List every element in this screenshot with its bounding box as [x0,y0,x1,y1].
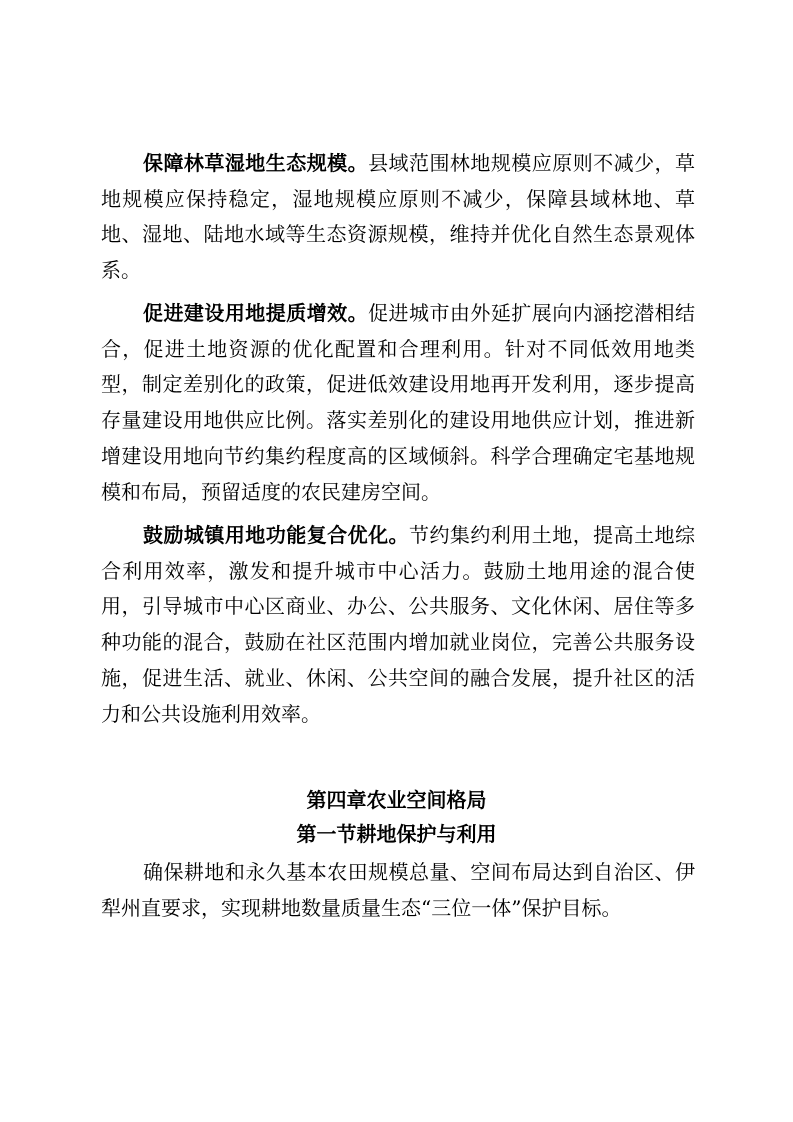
paragraph-lead: 保障林草湿地生态规模。 [143,151,369,175]
chapter-title: 第四章农业空间格局 [306,788,487,812]
paragraph-lead: 促进建设用地提质增效。 [143,301,369,325]
paragraph-body: 促进城市由外延扩展向内涵挖潜相结合，促进土地资源的优化配置和合理利用。针对不同低效用地类型，制定差别化的政策，促进低效建设用地再开发利用，逐步提高存量建设用地供应比例。落实差别化的建设用地供应计划，推进新增建设用地向节约集约程度高的区域倾斜。科学合理确定宅基地规模和布局，预留适度的农民建房空间。 [101,301,696,504]
paragraph-urban-land-function [101,518,695,732]
section-title: 第一节耕地保护与利用 [296,822,497,846]
paragraph-forest-grass-wetland [101,146,695,289]
closing-paragraph: 确保耕地和永久基本农田规模总量、空间布局达到自治区、伊犁州直要求，实现耕地数量质量生态“三位一体”保护目标。 [101,860,695,920]
paragraph-lead: 鼓励城镇用地功能复合优化。 [143,523,409,547]
paragraph-construction-land [101,296,695,510]
paragraph-body: 县域范围林地规模应原则不减少，草地规模应保持稳定，湿地规模应原则不减少，保障县域林地、草地、湿地、陆地水域等生态资源规模，维持并优化自然生态景观体系。 [101,151,696,283]
paragraph-body: 节约集约利用土地，提高土地综合利用效率，激发和提升城市中心活力。鼓励土地用途的混合使用，引导城市中心区商业、办公、公共服务、文化休闲、居住等多种功能的混合，鼓励在社区范围内增加就业岗位，完善公共服务设施，促进生活、就业、休闲、公共空间的融合发展，提升社区的活力和公共设施利用效率。 [101,523,695,726]
